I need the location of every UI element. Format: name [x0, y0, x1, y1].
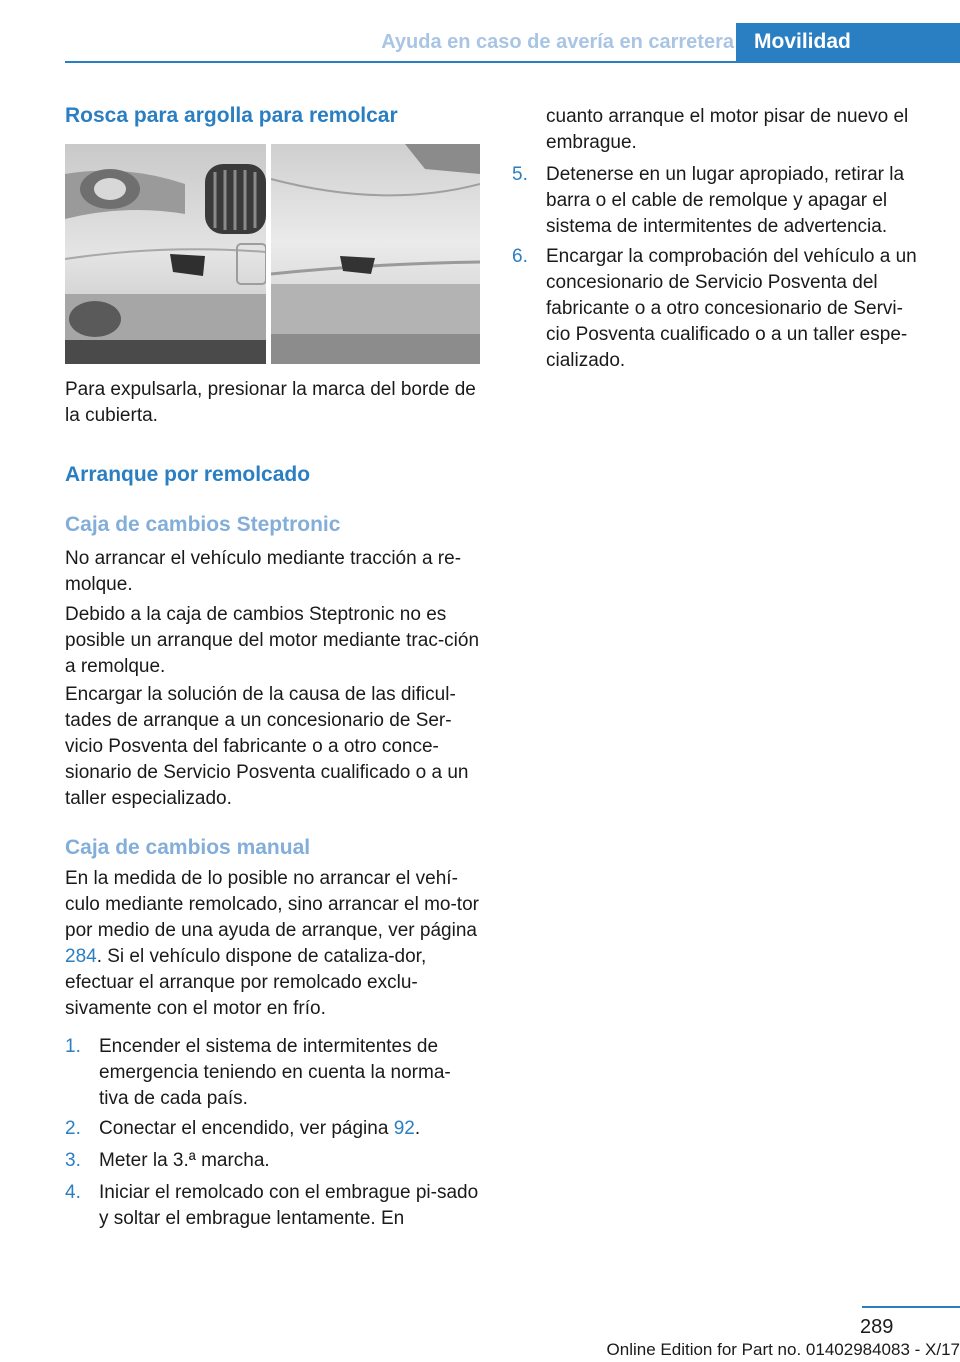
running-header-chapter-tab: Movilidad: [736, 23, 960, 61]
list-item-text: Encargar la comprobación del vehículo a un concesionario de Servicio Posventa del fabricante o a otro concesionario de Servi‐cio Posventa cualificado o a un taller espe‐cializado.: [546, 246, 917, 371]
photo-caption: Para expulsarla, presionar la marca del borde de la cubierta.: [65, 379, 476, 426]
list-item-number: 5.: [512, 164, 528, 185]
heading-caja-manual: Caja de cambios manual: [65, 836, 311, 859]
paragraph-manual: [65, 866, 480, 1022]
list-item-number: 3.: [65, 1150, 81, 1171]
heading-arranque-remolcado: Arranque por remolcado: [65, 463, 311, 486]
list-item-text: Detenerse en un lugar apropiado, retirar la barra o el cable de remolque y apagar el sistema de intermitentes de advertencia.: [546, 164, 905, 237]
list-item-number: 6.: [512, 246, 528, 267]
paragraph-step4-continued: cuanto arranque el motor pisar de nuevo el embrague.: [546, 106, 909, 153]
list-item-text: Encender el sistema de intermitentes de emergencia teniendo en cuenta la norma‐tiva de cada país.: [99, 1036, 451, 1109]
list-item-text: Iniciar el remolcado con el embrague pi‐sado y soltar el embrague lentamente. En: [99, 1182, 479, 1229]
tow-eye-cover-photo: [65, 144, 480, 364]
list-item-number: 4.: [65, 1182, 81, 1203]
list-item-text: [99, 1116, 480, 1142]
page-link-92[interactable]: 92: [393, 1118, 415, 1139]
list-item-text-a: Conectar el encendido, ver página: [99, 1118, 394, 1139]
paragraph-manual-text-a: En la medida de lo posible no arrancar el vehí‐culo mediante remolcado, sino arrancar el mo‐tor por medio de una ayuda de arranque, ver página: [65, 868, 479, 941]
paragraph-steptronic-3: Encargar la solución de la causa de las dificul‐tades de arranque a un concesionario de Ser‐vicio Posventa del fabricante o a otro conce‐sionario de Servicio Posventa cualificado o a un taller especializado.: [65, 684, 469, 809]
header-rule: [65, 61, 960, 63]
paragraph-steptronic-2: Debido a la caja de cambios Steptronic no es posible un arranque del motor mediante trac‐ción a remolque.: [65, 604, 480, 677]
list-item-number: 1.: [65, 1036, 81, 1057]
paragraph-steptronic-1: No arrancar el vehículo mediante tracción a re‐molque.: [65, 548, 462, 595]
running-header-section: Ayuda en caso de avería en carretera: [381, 31, 734, 53]
heading-caja-steptronic: Caja de cambios Steptronic: [65, 513, 341, 536]
edition-note: Online Edition for Part no. 01402984083 - X/17: [606, 1340, 960, 1359]
paragraph-manual-text-b: . Si el vehículo dispone de cataliza‐dor, efectuar el arranque por remolcado exclu‐sivamente con el motor en frío.: [65, 946, 427, 1019]
list-item-text-b: .: [414, 1118, 421, 1139]
list-item-text: Meter la 3.ª marcha.: [99, 1150, 270, 1171]
heading-rosca-argolla: Rosca para argolla para remolcar: [65, 104, 398, 127]
list-item-number: 2.: [65, 1118, 81, 1139]
page-number: 289: [860, 1316, 894, 1338]
page-link-284[interactable]: 284: [65, 946, 97, 967]
footer-rule: [862, 1306, 960, 1308]
